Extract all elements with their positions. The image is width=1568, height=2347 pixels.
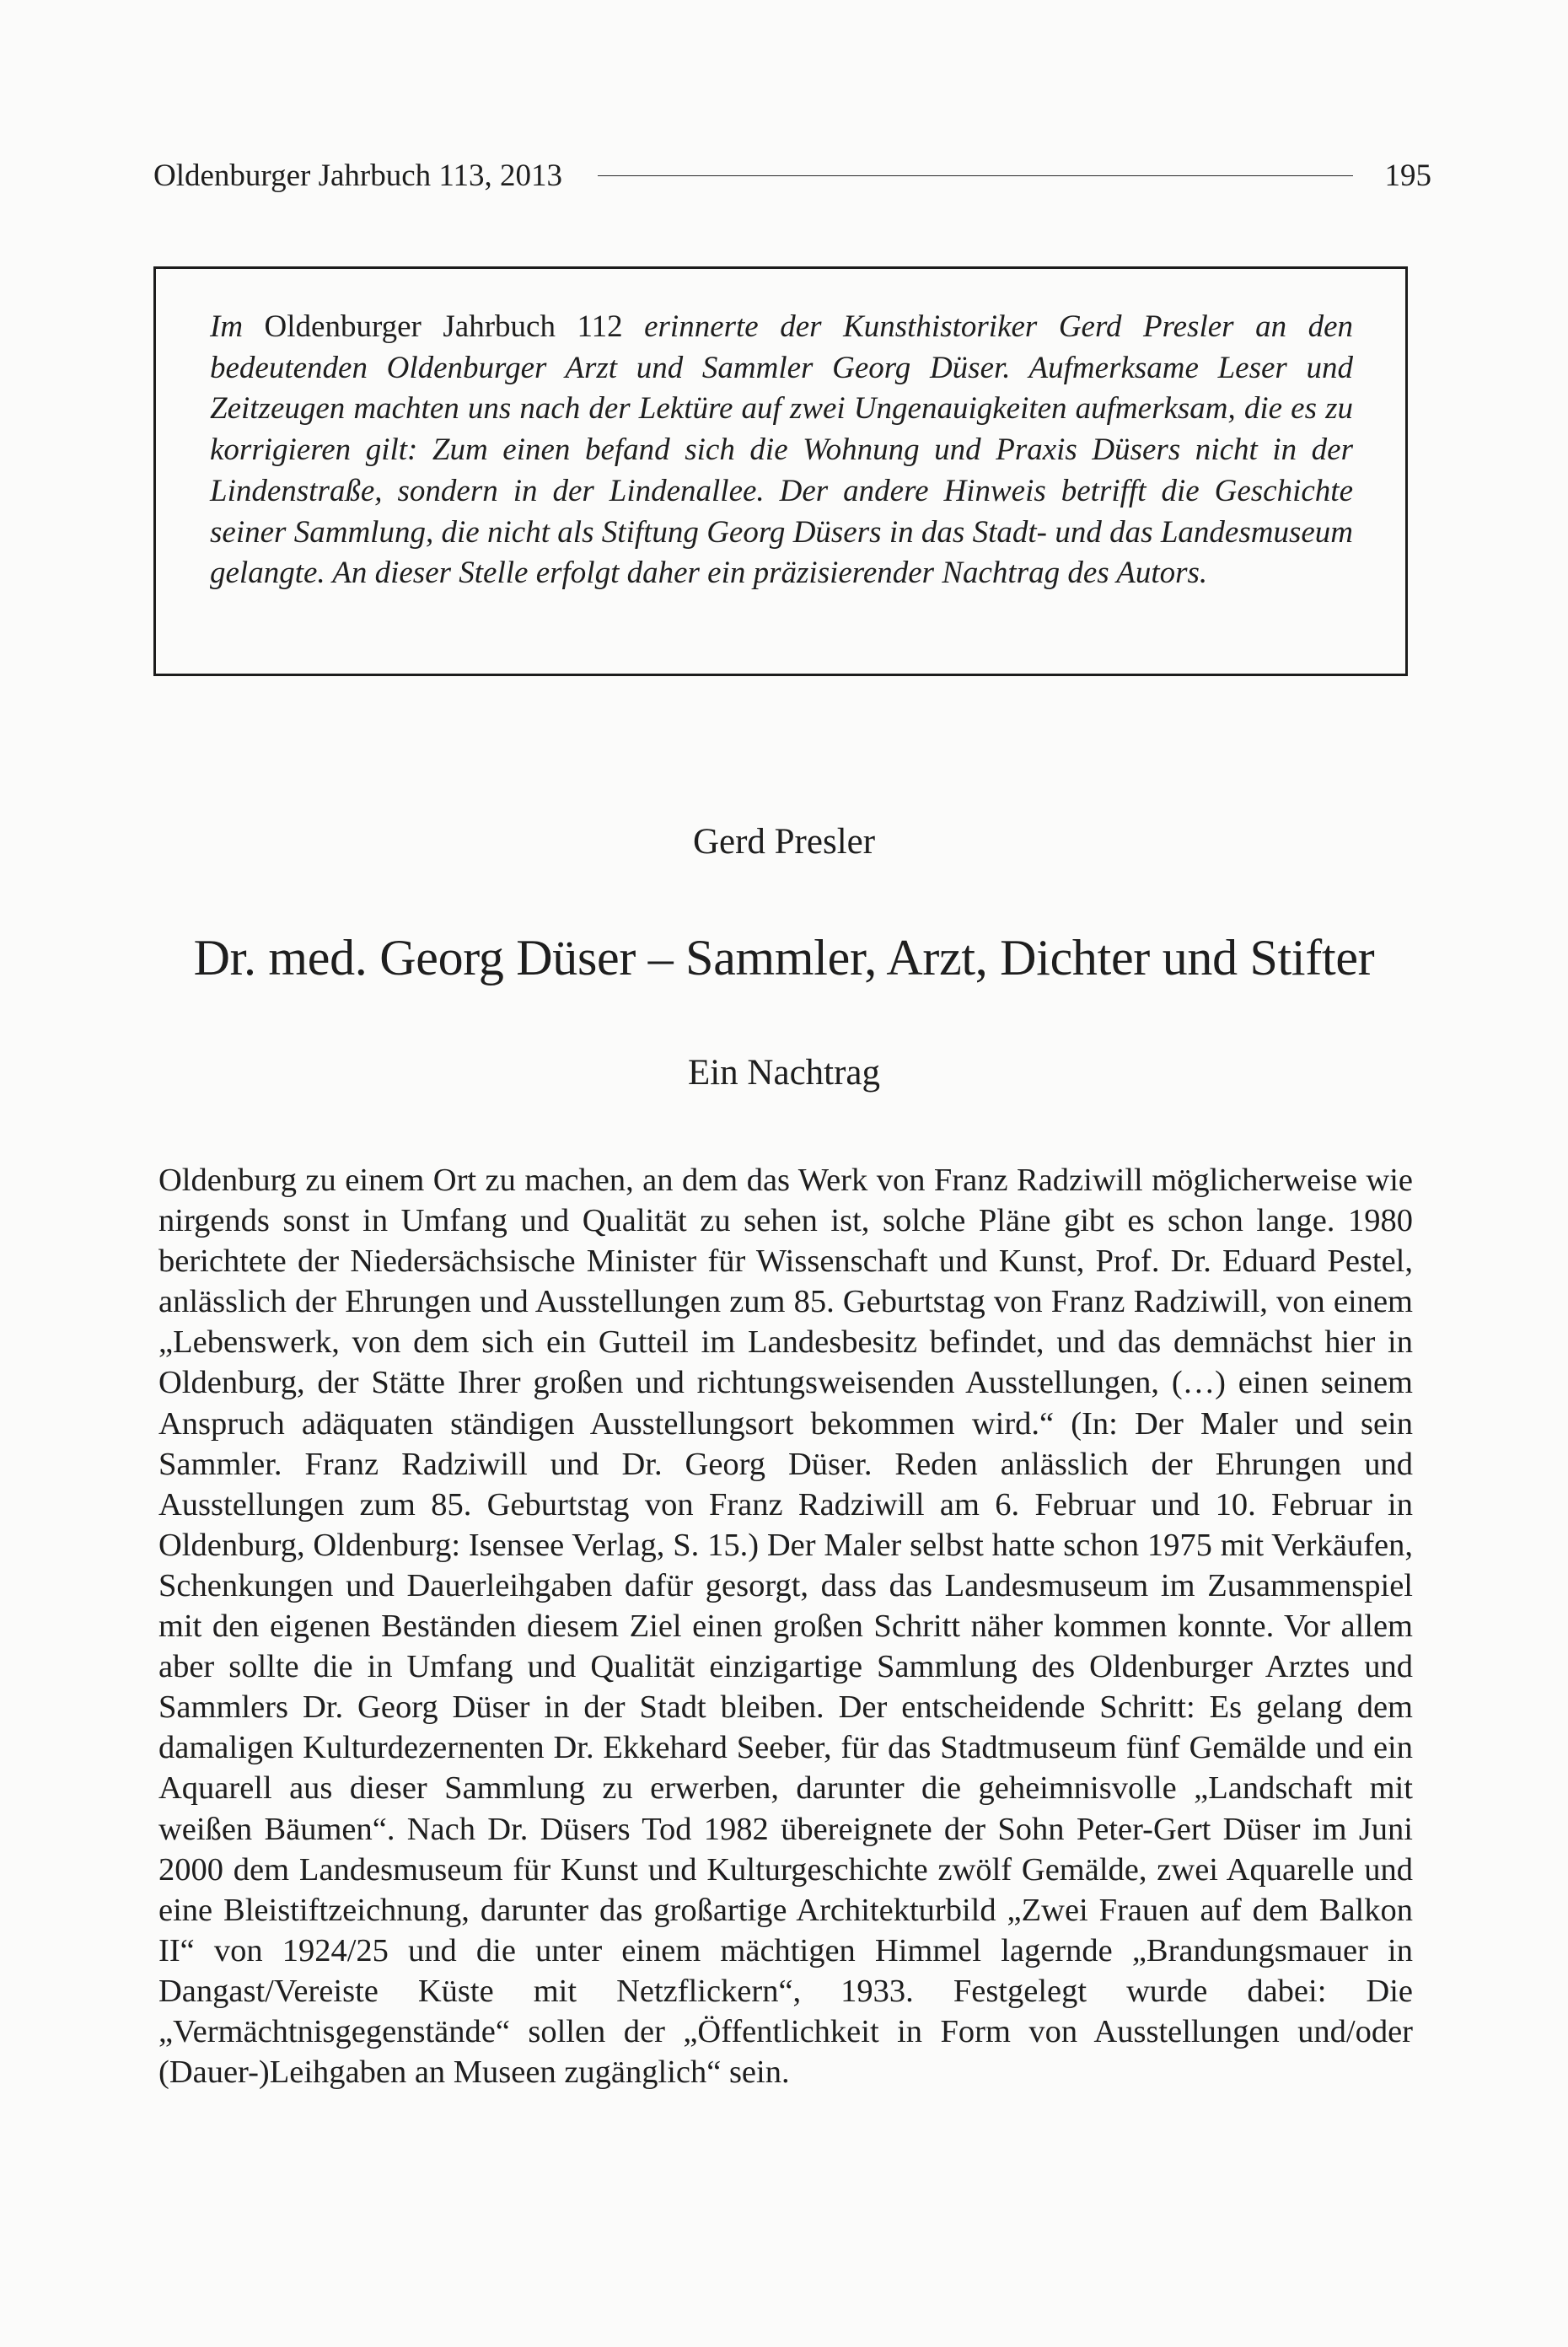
article-subtitle: Ein Nachtrag <box>687 1053 881 1093</box>
editorial-note-intro-word: Im <box>210 309 244 344</box>
header-rule <box>598 175 1352 176</box>
editorial-note-rest: erinnerte der Kunsthistoriker Gerd Presler an den bedeutenden Oldenburger Arzt und Sammler Georg Düser. Aufmerksame Leser und Zeitzeugen machten uns nach der Lektüre auf zwei Ungenauigkeiten aufmerksam, die es zu korrigieren gilt: Zum einen befand sich die Wohnung und Praxis Düsers nicht in der Lindenstraße, sondern in der Lindenallee. Der andere Hinweis betrifft die Geschichte seiner Sammlung, die nicht als Stiftung Georg Düsers in das Stadt- und das Landesmuseum gelangte. An dieser Stelle erfolgt daher ein präzisierender Nachtrag des Autors. <box>210 309 1353 591</box>
editorial-note-text <box>210 307 1353 594</box>
editorial-note-box <box>153 266 1408 676</box>
page-number: 195 <box>1384 158 1431 193</box>
editorial-note-yearbook-name: Oldenburger Jahrbuch 112 <box>243 309 645 344</box>
running-header <box>153 150 1431 201</box>
journal-title: Oldenburger Jahrbuch 113, 2013 <box>153 158 563 193</box>
article-title: Dr. med. Georg Düser – Sammler, Arzt, Dichter und Stifter <box>193 930 1375 986</box>
article-author: Gerd Presler <box>692 822 876 862</box>
article-body-paragraph: Oldenburg zu einem Ort zu machen, an dem das Werk von Franz Radziwill möglicherweise wie nirgends sonst in Umfang und Qualität zu sehen ist, solche Pläne gibt es schon lange. 1980 berichtete der Niedersächsische Minister für Wissenschaft und Kunst, Prof. Dr. Eduard Pestel, anlässlich der Ehrungen und Ausstellungen zum 85. Geburtstag von Franz Radziwill, von einem „Lebenswerk, von dem sich ein Gutteil im Landesbesitz befindet, und das demnächst hier in Oldenburg, der Stätte Ihrer großen und richtungsweisenden Ausstellungen, (…) einen seinem Anspruch adäquaten ständigen Ausstellungsort bekommen wird.“ (In: Der Maler und sein Sammler. Franz Radziwill und Dr. Georg Düser. Reden anlässlich der Ehrungen und Ausstellungen zum 85. Geburtstag von Franz Radziwill am 6. Februar und 10. Februar in Oldenburg, Oldenburg: Isensee Verlag, S. 15.) Der Maler selbst hatte schon 1975 mit Verkäufen, Schenkungen und Dauerleihgaben dafür gesorgt, dass das Landesmuseum im Zusammenspiel mit den eigenen Beständen diesem Ziel einen großen Schritt näher kommen konnte. Vor allem aber sollte die in Umfang und Qualität einzigartige Sammlung des Oldenburger Arztes und Sammlers Dr. Georg Düser in der Stadt bleiben. Der entscheidende Schritt: Es gelang dem damaligen Kulturdezernenten Dr. Ekkehard Seeber, für das Stadtmuseum fünf Gemälde und ein Aquarell aus dieser Sammlung zu erwerben, darunter die geheimnisvolle „Landschaft mit weißen Bäumen“. Nach Dr. Düsers Tod 1982 übereignete der Sohn Peter-Gert Düser im Juni 2000 dem Landesmuseum für Kunst und Kulturgeschichte zwölf Gemälde, zwei Aquarelle und eine Bleistiftzeichnung, darunter das großartige Architekturbild „Zwei Frauen auf dem Balkon II“ von 1924/25 und die unter einem mächtigen Himmel lagernde „Brandungsmauer in Dangast/Vereiste Küste mit Netzflickern“, 1933. Festgelegt wurde dabei: Die „Vermächtnisgegenstände“ sollen der „Öffentlichkeit in Form von Ausstellungen und/oder (Dauer-)Leihgaben an Museen zugänglich“ sein. <box>158 1163 1413 2091</box>
